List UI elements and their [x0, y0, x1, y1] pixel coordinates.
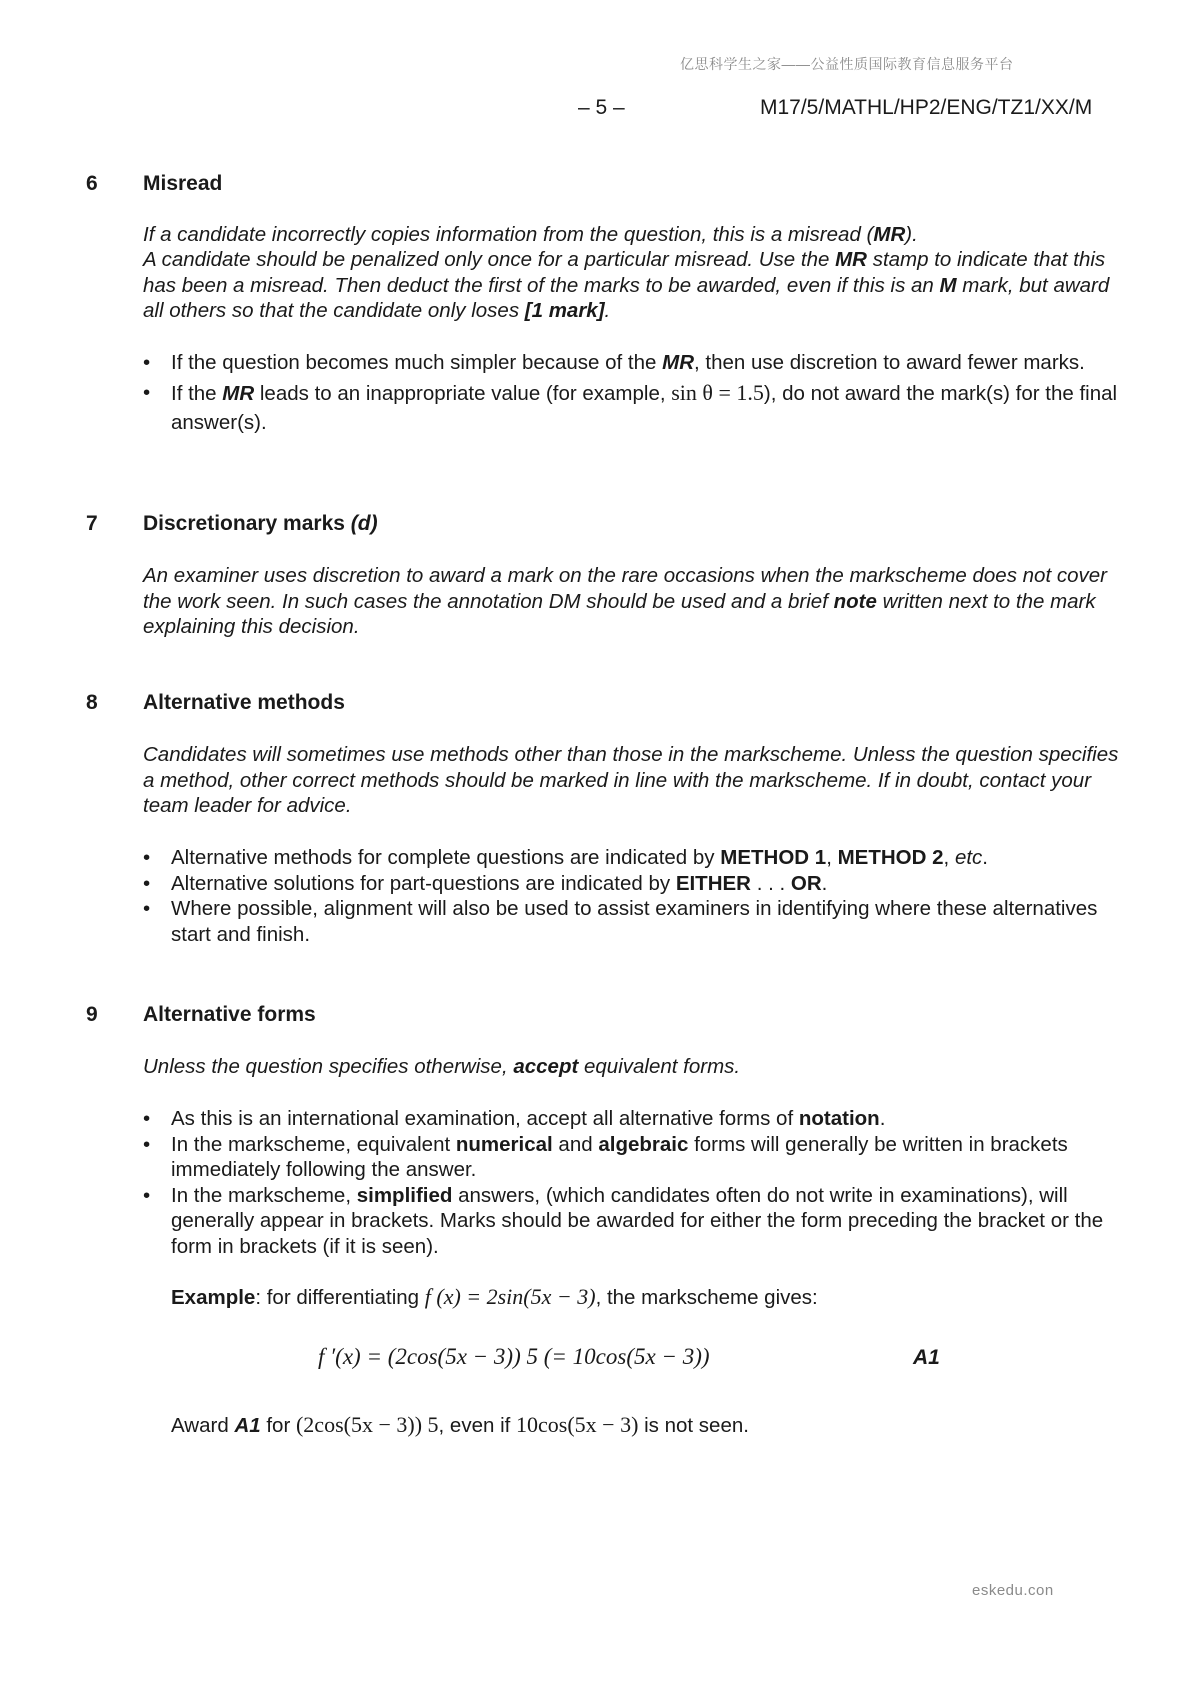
- section-8-bullets: [143, 845, 1133, 947]
- list-item: • In the markscheme, simplified answers, (which candidates often do not write in examinations), will generally appear in brackets. Marks should be awarded for either the form preceding the bracket or the form in brackets (if it is seen).: [143, 1183, 1133, 1260]
- derivative-equation: f ′(x) = (2cos(5x − 3)) 5 (= 10cos(5x − 3)): [318, 1344, 710, 1369]
- watermark-bottom: eskedu.con: [972, 1582, 1054, 1599]
- mark-a1: A1: [913, 1346, 940, 1369]
- list-item: • As this is an international examination, accept all alternative forms of notation.: [143, 1106, 1133, 1132]
- section-8-title: Alternative methods: [143, 691, 345, 714]
- list-item: • In the markscheme, equivalent numerical and algebraic forms will generally be written in brackets immediately following the answer.: [143, 1132, 1133, 1183]
- page-number: – 5 –: [578, 96, 625, 119]
- section-8-number: 8: [86, 691, 98, 714]
- list-item: • If the question becomes much simpler because of the MR, then use discretion to award fewer marks.: [143, 350, 1133, 376]
- section-8-paragraph: Candidates will sometimes use methods other than those in the markscheme. Unless the question specifies a method, other correct methods should be marked in line with the markscheme. If in doubt, contact your team leader for advice.: [143, 743, 1119, 817]
- section-7-title: Discretionary marks (d): [143, 512, 378, 535]
- award-line: Award A1 for (2cos(5x − 3)) 5, even if 10cos(5x − 3) is not seen.: [171, 1412, 749, 1437]
- section-6-paragraph-1: If a candidate incorrectly copies information from the question, this is a misread (MR).: [143, 223, 918, 246]
- example-line: Example: for differentiating f (x) = 2sin(5x − 3), the markscheme gives:: [171, 1284, 818, 1309]
- document-code: M17/5/MATHL/HP2/ENG/TZ1/XX/M: [760, 96, 1093, 119]
- section-7-paragraph: An examiner uses discretion to award a mark on the rare occasions when the markscheme does not cover the work seen. In such cases the annotation DM should be used and a brief note written next to the mark explaining this decision.: [143, 564, 1107, 638]
- section-6-bullets: [143, 350, 1133, 437]
- watermark-top: 亿思科学生之家——公益性质国际教育信息服务平台: [680, 56, 1014, 72]
- section-7-number: 7: [86, 512, 98, 535]
- list-item: • Alternative methods for complete questions are indicated by METHOD 1, METHOD 2, etc.: [143, 845, 1133, 871]
- section-9-paragraph: Unless the question specifies otherwise, accept equivalent forms.: [143, 1055, 741, 1078]
- section-6-number: 6: [86, 172, 98, 195]
- section-9-title: Alternative forms: [143, 1003, 316, 1026]
- list-item: • Where possible, alignment will also be used to assist examiners in identifying where these alternatives start and finish.: [143, 896, 1133, 947]
- list-item: • Alternative solutions for part-questions are indicated by EITHER . . . OR.: [143, 871, 1133, 897]
- section-6-paragraph-2: A candidate should be penalized only once for a particular misread. Use the MR stamp to indicate that this has been a misread. Then deduct the first of the marks to be awarded, even if this is an M mark, but award all others so that the candidate only loses [1 mark].: [143, 248, 1110, 322]
- section-9-bullets: [143, 1106, 1133, 1259]
- section-6-title: Misread: [143, 172, 223, 195]
- list-item: • If the MR leads to an inappropriate value (for example, sin θ = 1.5), do not award the mark(s) for the final answer(s).: [143, 378, 1133, 437]
- section-9-number: 9: [86, 1003, 98, 1026]
